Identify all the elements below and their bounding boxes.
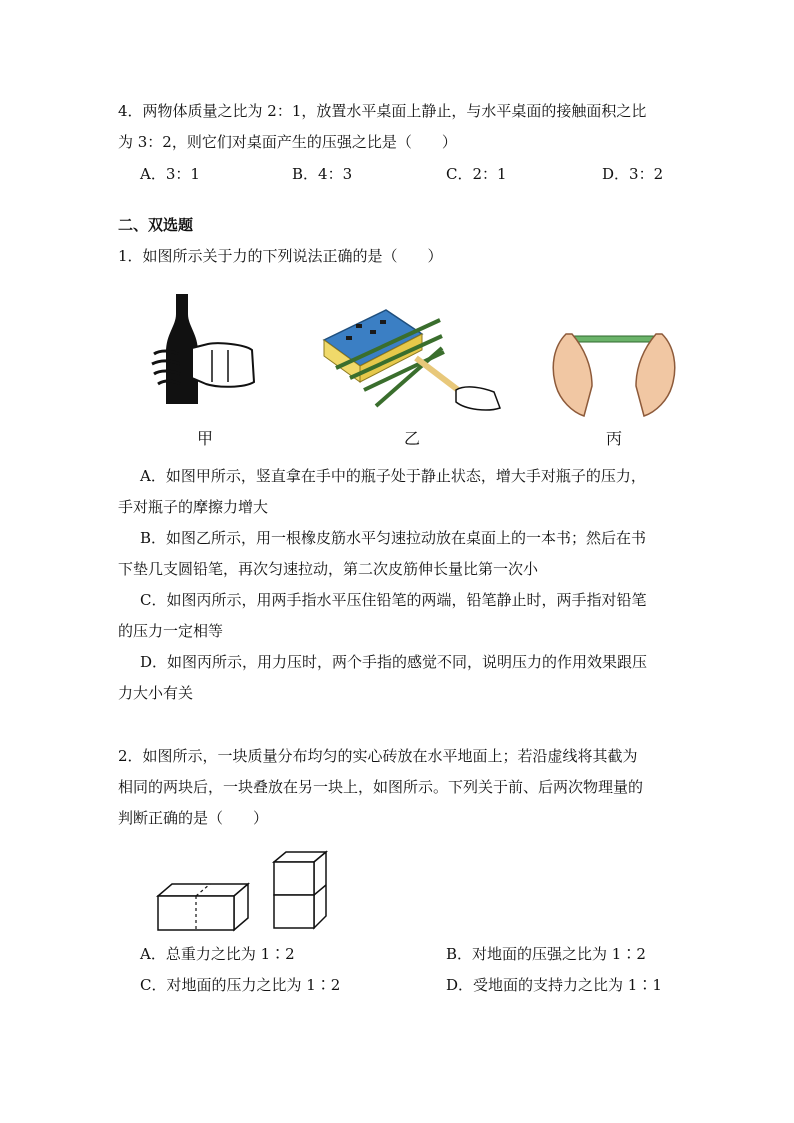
- q1-option-b-line2: 下垫几支圆铅笔，再次匀速拉动，第二次皮筋伸长量比第一次小: [118, 560, 539, 578]
- q1-option-c-line2: 的压力一定相等: [118, 622, 224, 640]
- q4-stem-line2: 为 3：2，则它们对桌面产生的压强之比是（ ）: [118, 133, 457, 151]
- q4-stem-line1: 4．两物体质量之比为 2：1，放置水平桌面上静止，与水平桌面的接触面积之比: [118, 102, 647, 120]
- q1-option-a-line1: A．如图甲所示，竖直拿在手中的瓶子处于静止状态，增大手对瓶子的压力，: [140, 467, 646, 485]
- q1-option-c-line1: C．如图丙所示，用两手指水平压住铅笔的两端，铅笔静止时，两手指对铅笔: [140, 591, 647, 609]
- q4-option-d: D．3：2: [602, 165, 664, 183]
- q4-option-b: B．4：3: [292, 165, 353, 183]
- q2-stem-line3: 判断正确的是（ ）: [118, 809, 269, 827]
- caption-yi: 乙: [404, 429, 421, 448]
- bottle-in-hand-figure: [148, 292, 260, 408]
- q2-stem-line1: 2．如图所示，一块质量分布均匀的实心砖放在水平地面上；若沿虚线将其截为: [118, 747, 638, 765]
- q2-option-a: A．总重力之比为 1∶2: [140, 945, 295, 963]
- q1-option-d-line2: 力大小有关: [118, 684, 194, 702]
- q2-option-c: C．对地面的压力之比为 1∶2: [140, 976, 341, 994]
- q2-option-d: D．受地面的支持力之比为 1∶1: [446, 976, 662, 994]
- q1-stem: 1．如图所示关于力的下列说法正确的是（ ）: [118, 247, 443, 265]
- brick-figure: [152, 848, 334, 932]
- caption-jia: 甲: [197, 429, 214, 448]
- q2-option-b: B．对地面的压强之比为 1∶2: [446, 945, 646, 963]
- pencil-fingers-figure: [548, 326, 680, 418]
- book-pencils-figure: [316, 296, 512, 418]
- q4-option-a: A．3：1: [140, 165, 200, 183]
- caption-bing: 丙: [606, 429, 623, 448]
- section-title: 二、双选题: [118, 216, 194, 234]
- q1-option-b-line1: B．如图乙所示，用一根橡皮筋水平匀速拉动放在桌面上的一本书；然后在书: [140, 529, 647, 547]
- q2-stem-line2: 相同的两块后，一块叠放在另一块上，如图所示。下列关于前、后两次物理量的: [118, 778, 644, 796]
- q1-option-a-line2: 手对瓶子的摩擦力增大: [118, 498, 269, 516]
- q4-option-c: C．2：1: [446, 165, 507, 183]
- q1-option-d-line1: D．如图丙所示，用力压时，两个手指的感觉不同，说明压力的作用效果跟压: [140, 653, 648, 671]
